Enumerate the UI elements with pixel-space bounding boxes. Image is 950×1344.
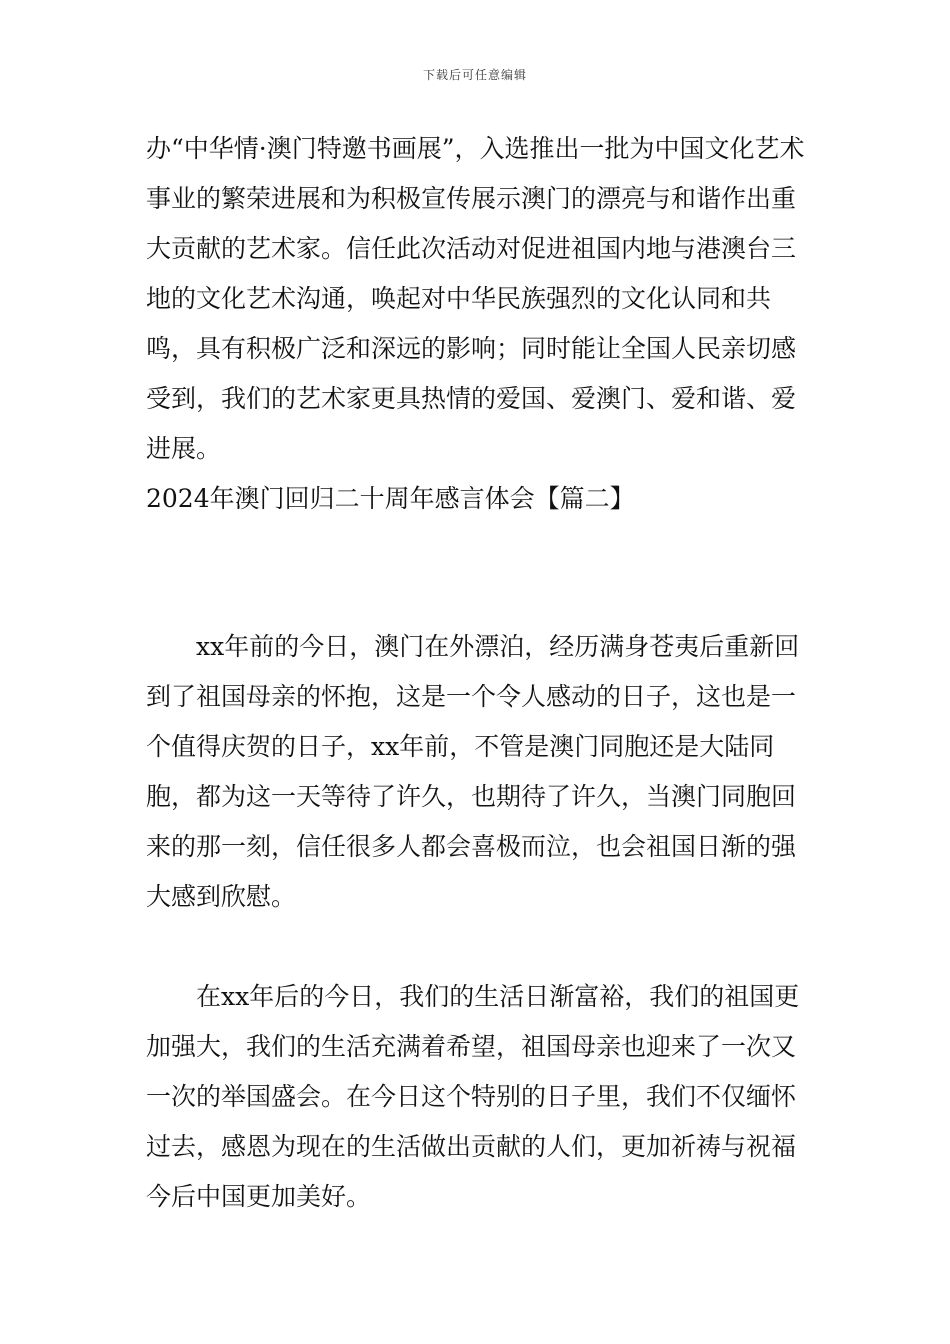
- paragraph-3: 在xx年后的今日，我们的生活日渐富裕，我们的祖国更加强大，我们的生活充满着希望，祖国母亲也迎来了一次又一次的举国盛会。在今日这个特别的日子里，我们不仅缅怀过去，感恩为现在的生活做出贡献的人们，更加祈祷与祝福今后中国更加美好。: [146, 982, 800, 1211]
- page-header-note: 下载后可任意编辑: [422, 68, 527, 82]
- paragraph-2: xx年前的今日，澳门在外漂泊，经历满身苍夷后重新回到了祖国母亲的怀抱，这是一个令人感动的日子，这也是一个值得庆贺的日子，xx年前，不管是澳门同胞还是大陆同胞，都为这一天等待了许久，也期待了许久，当澳门同胞回来的那一刻，信任很多人都会喜极而泣，也会祖国日渐的强大感到欣慰。: [146, 632, 800, 911]
- paragraph-1: 办“中华情·澳门特邀书画展”，入选推出一批为中国文化艺术事业的繁荣进展和为积极宣传展示澳门的漂亮与和谐作出重大贡献的艺术家。信任此次活动对促进祖国内地与港澳台三地的文化艺术沟通，唤起对中华民族强烈的文化认同和共鸣，具有积极广泛和深远的影响；同时能让全国人民亲切感受到，我们的艺术家更具热情的爱国、爱澳门、爱和谐、爱进展。: [146, 134, 805, 463]
- section-heading: 2024年澳门回归二十周年感言体会【篇二】: [146, 484, 635, 513]
